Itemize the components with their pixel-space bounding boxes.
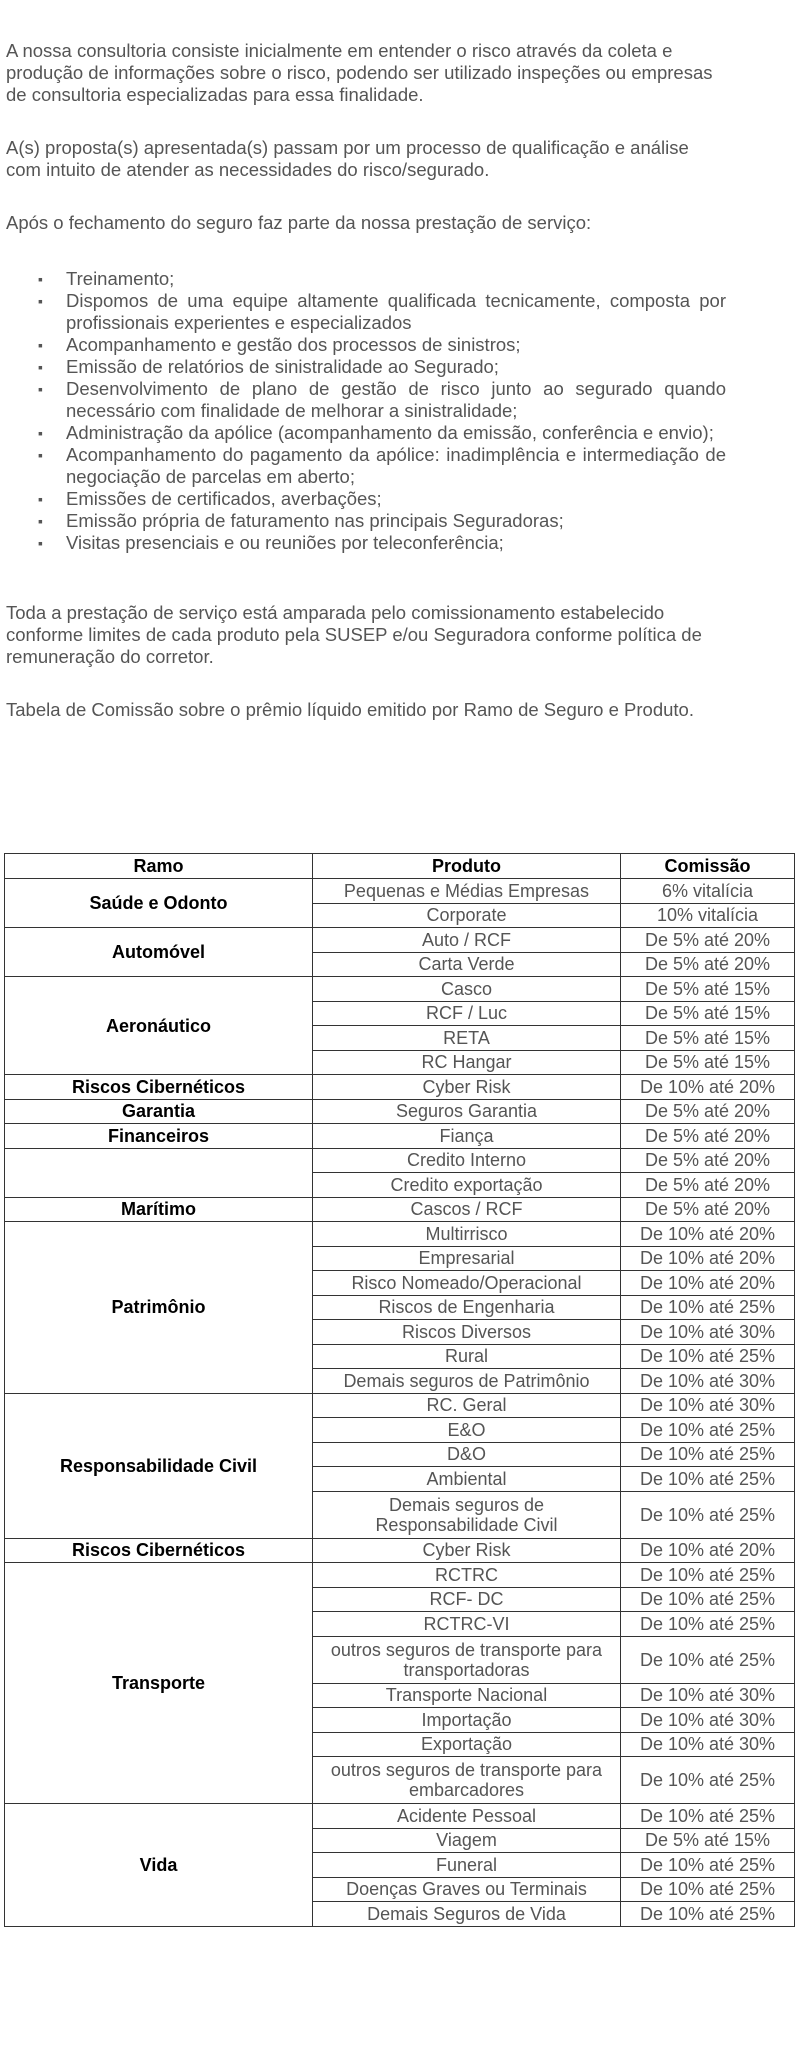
comissao-cell: De 5% até 15% — [621, 1050, 795, 1075]
ramo-cell: Automóvel — [5, 928, 313, 977]
comissao-cell: De 10% até 30% — [621, 1683, 795, 1708]
produto-cell: Funeral — [313, 1853, 621, 1878]
comissao-cell: De 10% até 20% — [621, 1246, 795, 1271]
produto-cell: Riscos de Engenharia — [313, 1295, 621, 1320]
ramo-cell — [5, 1148, 313, 1197]
table-row — [5, 1563, 795, 1588]
ramo-cell: Garantia — [5, 1099, 313, 1124]
services-list — [6, 268, 726, 554]
comissao-cell: De 10% até 20% — [621, 1271, 795, 1296]
produto-cell: RCTRC-VI — [313, 1612, 621, 1637]
produto-cell: Fiança — [313, 1124, 621, 1149]
comissao-cell: De 10% até 25% — [621, 1491, 795, 1538]
comissao-cell: De 10% até 20% — [621, 1538, 795, 1563]
ramo-cell: Riscos Cibernéticos — [5, 1538, 313, 1563]
table-row — [5, 977, 795, 1002]
intro-paragraph-servicos: Após o fechamento do seguro faz parte da nossa prestação de serviço: — [6, 212, 592, 233]
produto-cell: Acidente Pessoal — [313, 1804, 621, 1829]
services-list-item: ▪ Emissão própria de faturamento nas principais Seguradoras; — [66, 510, 726, 532]
produto-cell: Empresarial — [313, 1246, 621, 1271]
produto-cell: Transporte Nacional — [313, 1683, 621, 1708]
produto-cell: Demais Seguros de Vida — [313, 1902, 621, 1927]
services-list-item: ▪ Acompanhamento do pagamento da apólice: inadimplência e intermediação de negociação de parcelas em aberto; — [66, 444, 726, 488]
table-row — [5, 928, 795, 953]
table-row — [5, 1804, 795, 1829]
produto-cell: RETA — [313, 1026, 621, 1051]
commission-table — [4, 853, 795, 1927]
comissao-cell: De 10% até 25% — [621, 1757, 795, 1804]
intro-paragraph-consultoria: A nossa consultoria consiste inicialmente em entender o risco através da coleta e produção de informações sobre o risco, podendo ser utilizado inspeções ou empresas de consultoria especializadas para essa finalidade. — [6, 40, 713, 105]
produto-cell: Risco Nomeado/Operacional — [313, 1271, 621, 1296]
column-header-produto: Produto — [313, 854, 621, 879]
comissao-cell: 10% vitalícia — [621, 903, 795, 928]
table-row — [5, 1393, 795, 1418]
services-list-item: ▪ Desenvolvimento de plano de gestão de risco junto ao segurado quando necessário com finalidade de melhorar a sinistralidade; — [66, 378, 726, 422]
produto-cell: Viagem — [313, 1828, 621, 1853]
intro-paragraph-propostas: A(s) proposta(s) apresentada(s) passam por um processo de qualificação e análise com intuito de atender as necessidades do risco/segurado. — [6, 137, 689, 180]
produto-cell: D&O — [313, 1442, 621, 1467]
produto-cell: Importação — [313, 1708, 621, 1733]
comissao-cell: De 10% até 25% — [621, 1442, 795, 1467]
services-list-item: ▪ Emissão de relatórios de sinistralidade ao Segurado; — [66, 356, 726, 378]
comissao-cell: De 5% até 15% — [621, 1828, 795, 1853]
comissao-cell: De 5% até 15% — [621, 977, 795, 1002]
table-row — [5, 1222, 795, 1247]
table-row — [5, 1124, 795, 1149]
produto-cell: Cyber Risk — [313, 1075, 621, 1100]
comissao-cell: De 10% até 25% — [621, 1804, 795, 1829]
table-row — [5, 1148, 795, 1173]
comissao-cell: De 5% até 20% — [621, 1148, 795, 1173]
closing-paragraph-tabela: Tabela de Comissão sobre o prêmio líquido emitido por Ramo de Seguro e Produto. — [6, 699, 694, 720]
ramo-cell: Saúde e Odonto — [5, 879, 313, 928]
comissao-cell: De 10% até 25% — [621, 1877, 795, 1902]
table-row — [5, 1197, 795, 1222]
services-list-item: ▪ Administração da apólice (acompanhamento da emissão, conferência e envio); — [66, 422, 726, 444]
ramo-cell: Patrimônio — [5, 1222, 313, 1394]
comissao-cell: De 10% até 30% — [621, 1369, 795, 1394]
table-header-row — [5, 854, 795, 879]
produto-cell: RCF / Luc — [313, 1001, 621, 1026]
produto-cell: Demais seguros de Patrimônio — [313, 1369, 621, 1394]
produto-cell: Riscos Diversos — [313, 1320, 621, 1345]
comissao-cell: 6% vitalícia — [621, 879, 795, 904]
ramo-cell: Vida — [5, 1804, 313, 1927]
comissao-cell: De 10% até 25% — [621, 1418, 795, 1443]
table-row — [5, 1075, 795, 1100]
comissao-cell: De 5% até 20% — [621, 952, 795, 977]
comissao-cell: De 10% até 25% — [621, 1636, 795, 1683]
produto-cell: Auto / RCF — [313, 928, 621, 953]
table-row — [5, 1538, 795, 1563]
column-header-comissao: Comissão — [621, 854, 795, 879]
produto-cell: RC. Geral — [313, 1393, 621, 1418]
closing-paragraph-comissionamento: Toda a prestação de serviço está amparada pelo comissionamento estabelecido conforme limites de cada produto pela SUSEP e/ou Seguradora conforme política de remuneração do corretor. — [6, 602, 702, 667]
produto-cell: Cascos / RCF — [313, 1197, 621, 1222]
comissao-cell: De 10% até 25% — [621, 1853, 795, 1878]
comissao-cell: De 10% até 25% — [621, 1612, 795, 1637]
produto-cell: Multirrisco — [313, 1222, 621, 1247]
table-row — [5, 1099, 795, 1124]
comissao-cell: De 10% até 30% — [621, 1708, 795, 1733]
produto-cell: Credito exportação — [313, 1173, 621, 1198]
produto-cell: Cyber Risk — [313, 1538, 621, 1563]
comissao-cell: De 10% até 20% — [621, 1075, 795, 1100]
services-list-item: ▪ Emissões de certificados, averbações; — [66, 488, 726, 510]
comissao-cell: De 5% até 20% — [621, 1197, 795, 1222]
ramo-cell: Financeiros — [5, 1124, 313, 1149]
column-header-ramo: Ramo — [5, 854, 313, 879]
comissao-cell: De 10% até 25% — [621, 1587, 795, 1612]
comissao-cell: De 10% até 20% — [621, 1222, 795, 1247]
commission-table-body — [5, 879, 795, 1927]
produto-cell: RCTRC — [313, 1563, 621, 1588]
produto-cell: Carta Verde — [313, 952, 621, 977]
comissao-cell: De 5% até 20% — [621, 1099, 795, 1124]
produto-cell: outros seguros de transporte para embarcadores — [313, 1757, 621, 1804]
services-list-item: ▪ Treinamento; — [66, 268, 726, 290]
comissao-cell: De 5% até 15% — [621, 1001, 795, 1026]
produto-cell: E&O — [313, 1418, 621, 1443]
comissao-cell: De 10% até 30% — [621, 1393, 795, 1418]
produto-cell: Corporate — [313, 903, 621, 928]
document-body — [6, 40, 726, 721]
comissao-cell: De 5% até 20% — [621, 1124, 795, 1149]
services-list-item: ▪ Dispomos de uma equipe altamente qualificada tecnicamente, composta por profissionais experientes e especializados — [66, 290, 726, 334]
table-row — [5, 879, 795, 904]
produto-cell: Exportação — [313, 1732, 621, 1757]
comissao-cell: De 10% até 25% — [621, 1563, 795, 1588]
produto-cell: Seguros Garantia — [313, 1099, 621, 1124]
produto-cell: Doenças Graves ou Terminais — [313, 1877, 621, 1902]
services-list-item: ▪ Visitas presenciais e ou reuniões por teleconferência; — [66, 532, 726, 554]
ramo-cell: Responsabilidade Civil — [5, 1393, 313, 1538]
produto-cell: RCF- DC — [313, 1587, 621, 1612]
services-list-item: ▪ Acompanhamento e gestão dos processos de sinistros; — [66, 334, 726, 356]
comissao-cell: De 10% até 25% — [621, 1467, 795, 1492]
comissao-cell: De 5% até 20% — [621, 1173, 795, 1198]
comissao-cell: De 10% até 25% — [621, 1902, 795, 1927]
produto-cell: RC Hangar — [313, 1050, 621, 1075]
ramo-cell: Transporte — [5, 1563, 313, 1804]
produto-cell: outros seguros de transporte para transportadoras — [313, 1636, 621, 1683]
produto-cell: Credito Interno — [313, 1148, 621, 1173]
commission-table-head — [5, 854, 795, 879]
comissao-cell: De 10% até 30% — [621, 1320, 795, 1345]
ramo-cell: Riscos Cibernéticos — [5, 1075, 313, 1100]
produto-cell: Pequenas e Médias Empresas — [313, 879, 621, 904]
produto-cell: Rural — [313, 1344, 621, 1369]
comissao-cell: De 5% até 15% — [621, 1026, 795, 1051]
produto-cell: Ambiental — [313, 1467, 621, 1492]
comissao-cell: De 10% até 30% — [621, 1732, 795, 1757]
ramo-cell: Marítimo — [5, 1197, 313, 1222]
comissao-cell: De 10% até 25% — [621, 1295, 795, 1320]
produto-cell: Demais seguros de Responsabilidade Civil — [313, 1491, 621, 1538]
produto-cell: Casco — [313, 977, 621, 1002]
comissao-cell: De 5% até 20% — [621, 928, 795, 953]
ramo-cell: Aeronáutico — [5, 977, 313, 1075]
comissao-cell: De 10% até 25% — [621, 1344, 795, 1369]
